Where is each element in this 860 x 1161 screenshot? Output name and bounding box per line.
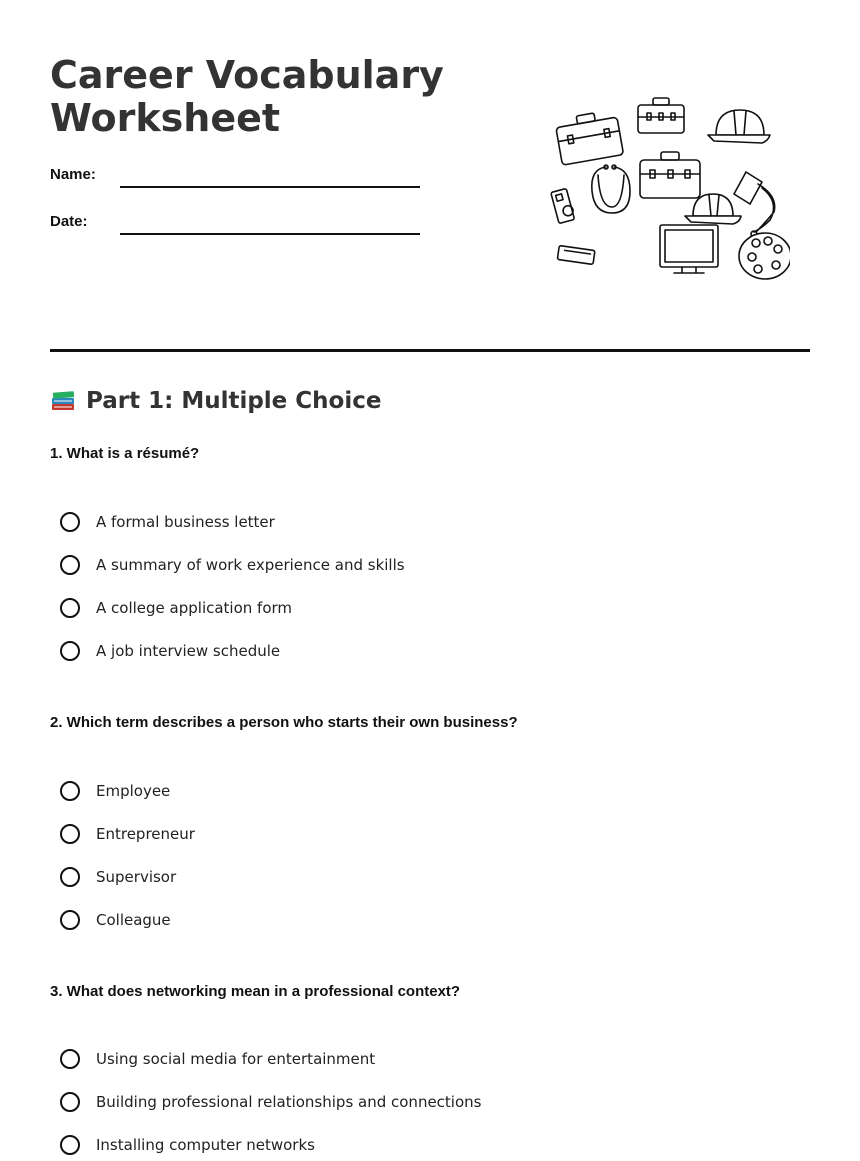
briefcase-icon — [638, 98, 684, 133]
worksheet-title: Career Vocabulary Worksheet — [50, 53, 444, 140]
camera-icon — [551, 188, 576, 223]
q3-option-2[interactable] — [60, 1089, 481, 1115]
date-field[interactable] — [50, 213, 430, 243]
radio-button[interactable] — [60, 910, 80, 930]
radio-button[interactable] — [60, 641, 80, 661]
stethoscope-icon — [592, 165, 630, 213]
briefcase-icon — [640, 152, 700, 198]
radio-button[interactable] — [60, 867, 80, 887]
q3-option-3[interactable] — [60, 1132, 315, 1158]
briefcase-icon — [554, 109, 623, 165]
option-label: Employee — [96, 782, 171, 800]
radio-button[interactable] — [60, 781, 80, 801]
option-label: A formal business letter — [96, 513, 275, 531]
option-label: Installing computer networks — [96, 1136, 315, 1154]
radio-button[interactable] — [60, 1092, 80, 1112]
name-label: Name: — [50, 166, 96, 183]
radio-button[interactable] — [60, 512, 80, 532]
option-label: A college application form — [96, 599, 293, 617]
radio-button[interactable] — [60, 1135, 80, 1155]
date-input-line[interactable] — [120, 233, 420, 235]
option-label: Colleague — [96, 911, 171, 929]
radio-button[interactable] — [60, 824, 80, 844]
option-label: Supervisor — [96, 868, 177, 886]
paint-palette-icon — [739, 233, 790, 279]
q2-option-3[interactable] — [60, 864, 176, 890]
books-icon — [50, 388, 76, 414]
radio-button[interactable] — [60, 555, 80, 575]
q1-option-4[interactable] — [60, 638, 280, 664]
question-3: 3. What does networking mean in a professional context? — [50, 983, 461, 1000]
monitor-icon — [660, 225, 718, 273]
option-label: Entrepreneur — [96, 825, 195, 843]
option-label: A job interview schedule — [96, 642, 281, 660]
option-label: A summary of work experience and skills — [96, 556, 405, 574]
part1-title: Part 1: Multiple Choice — [86, 388, 382, 414]
desk-lamp-icon — [734, 172, 775, 237]
q1-option-3[interactable] — [60, 595, 292, 621]
name-input-line[interactable] — [120, 186, 420, 188]
section-divider — [50, 349, 810, 352]
q2-option-2[interactable] — [60, 821, 195, 847]
q1-option-2[interactable] — [60, 552, 405, 578]
q2-option-1[interactable] — [60, 778, 170, 804]
option-label: Using social media for entertainment — [96, 1050, 376, 1068]
date-label: Date: — [50, 213, 88, 230]
question-2: 2. Which term describes a person who starts their own business? — [50, 714, 518, 731]
career-illustration — [550, 90, 790, 285]
name-field[interactable] — [50, 166, 430, 196]
hard-hat-icon — [708, 110, 770, 143]
q3-option-1[interactable] — [60, 1046, 375, 1072]
radio-button[interactable] — [60, 1049, 80, 1069]
radio-button[interactable] — [60, 598, 80, 618]
q1-option-1[interactable] — [60, 509, 275, 535]
option-label: Building professional relationships and connections — [96, 1093, 482, 1111]
part1-heading — [50, 388, 381, 414]
book-icon — [557, 246, 595, 265]
question-1: 1. What is a résumé? — [50, 445, 200, 462]
q2-option-4[interactable] — [60, 907, 171, 933]
